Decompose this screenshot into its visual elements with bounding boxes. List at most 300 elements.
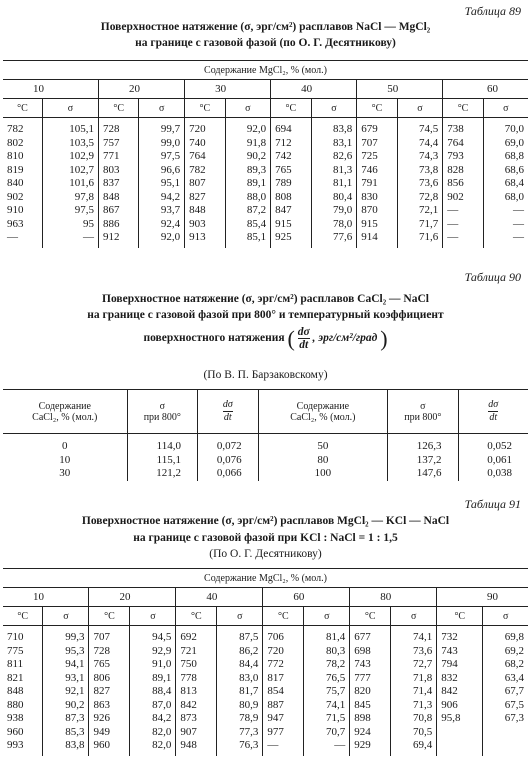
- temperature-cell: 863: [89, 699, 130, 713]
- temperature-cell: 948: [176, 739, 217, 756]
- temperature-cell: 746: [357, 164, 397, 178]
- sigma-cell: 87,3: [43, 712, 89, 726]
- table-90: [3, 389, 528, 481]
- table-row: [3, 177, 528, 191]
- sigma-cell: 90,2: [43, 699, 89, 713]
- frac-numerator: dσ: [297, 326, 310, 338]
- sigma-cell: 93,1: [43, 672, 89, 686]
- column-header-temperature: °C: [350, 607, 391, 626]
- sigma-cell: 68,2: [483, 658, 528, 672]
- temperature-cell: 778: [176, 672, 217, 686]
- column-header-temperature: °C: [89, 607, 130, 626]
- temperature-cell: [437, 726, 483, 740]
- sigma-cell: 97,5: [43, 204, 99, 218]
- sigma-cell: 103,5: [43, 137, 99, 151]
- column-header-temperature: °C: [271, 99, 311, 118]
- col-header-content: Содержание CaCl₂, % (мол.): [258, 390, 387, 434]
- sigma-cell: 80,4: [311, 191, 357, 205]
- sigma-cell: 95,3: [43, 645, 89, 659]
- col-header-sigma: σ при 800°: [388, 390, 458, 434]
- temperature-cell: 873: [176, 712, 217, 726]
- temperature-cell: 842: [176, 699, 217, 713]
- sigma-cell: 72,1: [397, 204, 443, 218]
- temperature-cell: 938: [7, 712, 24, 724]
- sigma-cell: 69,8: [483, 626, 528, 645]
- sigma-cell: 94,2: [139, 191, 185, 205]
- sigma-cell: 78,2: [304, 658, 350, 672]
- sigma-cell: 78,9: [217, 712, 263, 726]
- sigma-cell: 94,5: [130, 626, 176, 645]
- sigma-cell: 82,6: [311, 150, 357, 164]
- temperature-cell: 898: [350, 712, 391, 726]
- sigma-cell: 82,0: [130, 726, 176, 740]
- column-header-temperature: °C: [263, 607, 304, 626]
- temperature-cell: 707: [357, 137, 397, 151]
- table-row: [3, 699, 528, 713]
- sigma-cell: 72,8: [397, 191, 443, 205]
- temperature-cell: 854: [263, 685, 304, 699]
- table-row: [3, 204, 528, 218]
- group-header-cell: 40: [271, 80, 357, 99]
- dsdt-cell: 0,052: [458, 434, 528, 454]
- column-header-sigma: σ: [391, 607, 437, 626]
- sigma-cell: 74,3: [397, 150, 443, 164]
- sigma-cell: 87,0: [130, 699, 176, 713]
- temperature-cell: 963: [7, 217, 24, 230]
- table-row: [3, 726, 528, 740]
- temperature-cell: 977: [263, 726, 304, 740]
- temperature-cell: 765: [271, 164, 311, 178]
- table-91: [3, 568, 528, 756]
- temperature-cell: 806: [89, 672, 130, 686]
- group-header-cell: 60: [263, 588, 350, 607]
- temperature-cell: 845: [350, 699, 391, 713]
- table-row: [3, 626, 528, 645]
- temperature-cell: 915: [357, 218, 397, 232]
- left-paren-glyph: (: [287, 326, 295, 351]
- column-header-sigma: σ: [311, 99, 357, 118]
- sigma-cell: 81,7: [217, 685, 263, 699]
- column-header-sigma: σ: [43, 607, 89, 626]
- sigma-cell: 82,0: [130, 739, 176, 756]
- sigma-cell: 69,4: [391, 739, 437, 756]
- temperature-cell: 802: [7, 136, 24, 149]
- column-header-temperature: °C: [176, 607, 217, 626]
- col-header-sigma: σ при 800°: [127, 390, 197, 434]
- column-header-temperature: °C: [17, 610, 29, 622]
- temperature-cell: 912: [98, 231, 138, 248]
- table-91-groups-row: [3, 588, 528, 607]
- sigma-cell: 126,3: [388, 434, 458, 454]
- sigma-cell: —: [304, 739, 350, 756]
- temperature-cell: 848: [7, 685, 24, 697]
- temperature-cell: 837: [98, 177, 138, 191]
- temperature-cell: 757: [98, 137, 138, 151]
- sigma-cell: 114,0: [127, 434, 197, 454]
- group-header-cell: 20: [89, 588, 176, 607]
- column-header-sigma: σ: [225, 99, 271, 118]
- dsdt-cell: 0,072: [198, 434, 259, 454]
- temperature-cell: 947: [263, 712, 304, 726]
- column-header-temperature: °C: [98, 99, 138, 118]
- temperature-cell: 817: [263, 672, 304, 686]
- sigma-cell: 92,4: [139, 218, 185, 232]
- sigma-cell: 84,4: [217, 658, 263, 672]
- table-row: [3, 164, 528, 178]
- sigma-cell: 75,7: [304, 685, 350, 699]
- temperature-cell: 887: [263, 699, 304, 713]
- group-header-cell: 20: [98, 80, 184, 99]
- sigma-cell: 93,7: [139, 204, 185, 218]
- temperature-cell: 692: [176, 626, 217, 645]
- sigma-cell: 89,1: [225, 177, 271, 191]
- temperature-cell: 810: [7, 150, 24, 162]
- temperature-cell: 867: [98, 204, 138, 218]
- temperature-cell: 775: [7, 644, 24, 657]
- temperature-cell: 771: [98, 150, 138, 164]
- sigma-cell: 85,1: [225, 231, 271, 248]
- column-header-sigma: σ: [483, 99, 528, 118]
- temperature-cell: 764: [443, 137, 483, 151]
- sigma-cell: 73,6: [397, 177, 443, 191]
- temperature-cell: 819: [7, 163, 24, 176]
- temperature-cell: —: [7, 231, 18, 243]
- sigma-cell: 77,3: [217, 726, 263, 740]
- temperature-cell: 807: [185, 177, 225, 191]
- table-91-caption-line3: (По О. Г. Десятникову): [209, 548, 322, 560]
- group-header-cell: 60: [443, 80, 528, 99]
- table-90-caption-line2: на границе с газовой фазой при 800° и температурный коэффициент: [87, 309, 444, 321]
- table-row: [3, 434, 528, 454]
- temperature-cell: 811: [7, 658, 24, 670]
- sigma-cell: 74,1: [304, 699, 350, 713]
- right-paren-glyph: ): [380, 326, 388, 351]
- temperature-cell: 847: [271, 204, 311, 218]
- sigma-cell: 95: [43, 218, 99, 232]
- sigma-cell: 76,3: [217, 739, 263, 756]
- temperature-cell: 712: [271, 137, 311, 151]
- sigma-cell: 71,4: [391, 685, 437, 699]
- temperature-cell: 742: [271, 150, 311, 164]
- column-header-sigma: σ: [397, 99, 443, 118]
- temperature-cell: 789: [271, 177, 311, 191]
- table-89-column-header-row: [3, 99, 528, 118]
- sigma-cell: 74,5: [397, 118, 443, 137]
- temperature-cell: 902: [443, 191, 483, 205]
- sigma-cell: 83,8: [311, 118, 357, 137]
- dsdt-cell: 0,066: [198, 467, 259, 481]
- sigma-cell: 85,3: [43, 726, 89, 740]
- sigma-cell: 71,5: [304, 712, 350, 726]
- temperature-cell: 848: [98, 191, 138, 205]
- temperature-cell: 813: [176, 685, 217, 699]
- temperature-cell: 793: [443, 150, 483, 164]
- dsdt-cell: 0,038: [458, 467, 528, 481]
- sigma-cell: 79,0: [311, 204, 357, 218]
- derivative-fraction: [298, 326, 310, 351]
- temperature-cell: 782: [185, 164, 225, 178]
- sigma-cell: 137,2: [388, 454, 458, 468]
- table-91-column-header-row: [3, 607, 528, 626]
- temperature-cell: 915: [271, 218, 311, 232]
- table-91-group-header: Содержание MgCl₂, % (мол.): [204, 572, 327, 584]
- sigma-cell: 81,1: [311, 177, 357, 191]
- temperature-cell: —: [443, 204, 483, 218]
- temperature-cell: [437, 739, 483, 756]
- sigma-cell: 84,2: [130, 712, 176, 726]
- temperature-cell: 820: [350, 685, 391, 699]
- group-header-cell: 80: [350, 588, 437, 607]
- temperature-cell: 830: [357, 191, 397, 205]
- sigma-cell: 87,5: [217, 626, 263, 645]
- sigma-cell: 88,4: [130, 685, 176, 699]
- sigma-cell: 73,8: [397, 164, 443, 178]
- temperature-cell: 706: [263, 626, 304, 645]
- frac-denominator: dt: [299, 339, 309, 351]
- temperature-cell: 95,8: [437, 712, 483, 726]
- table-row: [3, 685, 528, 699]
- temperature-cell: 803: [98, 164, 138, 178]
- sigma-cell: 68,4: [483, 177, 528, 191]
- temperature-cell: 679: [357, 118, 397, 137]
- table-row: [3, 712, 528, 726]
- sigma-cell: 80,9: [217, 699, 263, 713]
- table-row: [3, 658, 528, 672]
- sigma-cell: —: [483, 204, 528, 218]
- table-row: [3, 218, 528, 232]
- temperature-cell: 732: [437, 626, 483, 645]
- temperature-cell: 926: [89, 712, 130, 726]
- temperature-cell: 960: [7, 725, 24, 738]
- sigma-cell: 70,5: [391, 726, 437, 740]
- column-header-temperature: °C: [357, 99, 397, 118]
- temperature-cell: 929: [350, 739, 391, 756]
- sigma-cell: 69,0: [483, 137, 528, 151]
- sigma-cell: 81,4: [304, 626, 350, 645]
- temperature-cell: 743: [437, 645, 483, 659]
- temperature-cell: 720: [185, 118, 225, 137]
- temperature-cell: 902: [7, 190, 24, 203]
- temperature-cell: 828: [443, 164, 483, 178]
- dsdt-cell: 0,076: [198, 454, 259, 468]
- temperature-cell: 913: [185, 231, 225, 248]
- sigma-cell: 71,7: [397, 218, 443, 232]
- sigma-cell: 68,0: [483, 191, 528, 205]
- group-header-cell: 90: [437, 588, 528, 607]
- sigma-cell: 99,3: [43, 626, 89, 645]
- sigma-cell: 92,0: [139, 231, 185, 248]
- temperature-cell: 832: [437, 672, 483, 686]
- sigma-cell: 80,3: [304, 645, 350, 659]
- group-header-cell: 50: [357, 80, 443, 99]
- sigma-cell: 71,6: [397, 231, 443, 248]
- sigma-cell: 105,1: [43, 118, 99, 137]
- table-row: [3, 672, 528, 686]
- temperature-cell: 903: [185, 218, 225, 232]
- sigma-cell: [483, 739, 528, 756]
- temperature-cell: 821: [7, 671, 24, 684]
- sigma-cell: 121,2: [127, 467, 197, 481]
- temperature-cell: 777: [350, 672, 391, 686]
- temperature-cell: —: [443, 218, 483, 232]
- sigma-cell: 83,1: [311, 137, 357, 151]
- sigma-cell: 97,8: [43, 191, 99, 205]
- column-header-sigma: σ: [304, 607, 350, 626]
- table-row: [3, 191, 528, 205]
- content-cell: 80: [258, 454, 387, 468]
- content-cell: 10: [59, 453, 71, 466]
- column-header-temperature: °C: [443, 99, 483, 118]
- column-header-sigma: σ: [217, 607, 263, 626]
- sigma-cell: 94,1: [43, 658, 89, 672]
- table-90-label: Таблица 90: [464, 270, 521, 284]
- sigma-cell: 71,3: [391, 699, 437, 713]
- column-header-temperature: °C: [437, 607, 483, 626]
- sigma-cell: 83,0: [217, 672, 263, 686]
- sigma-cell: 88,0: [225, 191, 271, 205]
- column-header-sigma: σ: [43, 99, 99, 118]
- table-89-group-header: Содержание MgCl₂, % (мол.): [204, 64, 327, 76]
- table-89-caption-line1: Поверхностное натяжение (σ, эрг/см²) расплавов NaCl — MgCl₂: [100, 21, 431, 33]
- column-header-sigma: σ: [483, 607, 528, 626]
- col-header-content: Содержание CaCl₂, % (мол.): [32, 400, 98, 423]
- sigma-cell: [483, 726, 528, 740]
- column-header-temperature: °C: [185, 99, 225, 118]
- table-row: [3, 231, 528, 248]
- table-row: [3, 118, 528, 137]
- column-header-temperature: °C: [17, 102, 28, 114]
- table-row: [3, 467, 528, 481]
- sigma-cell: 96,6: [139, 164, 185, 178]
- temperature-cell: 743: [350, 658, 391, 672]
- sigma-cell: 74,4: [397, 137, 443, 151]
- table-90-caption-line4: (По В. П. Барзаковскому): [203, 369, 328, 381]
- sigma-cell: 63,4: [483, 672, 528, 686]
- sigma-cell: 83,8: [43, 739, 89, 756]
- group-header-cell: 30: [185, 80, 271, 99]
- table-row: [3, 137, 528, 151]
- sigma-cell: 77,6: [311, 231, 357, 248]
- col-header-dsdt: $\frac{d\sigma}{dt}$: [458, 390, 528, 434]
- temperature-cell: 906: [437, 699, 483, 713]
- sigma-cell: 91,8: [225, 137, 271, 151]
- sigma-cell: 89,1: [130, 672, 176, 686]
- temperature-cell: 993: [7, 739, 24, 751]
- dsdt-cell: 0,061: [458, 454, 528, 468]
- temperature-cell: 880: [7, 698, 24, 711]
- sigma-cell: 147,6: [388, 467, 458, 481]
- sigma-cell: 74,1: [391, 626, 437, 645]
- temperature-cell: 791: [357, 177, 397, 191]
- temperature-cell: 842: [437, 685, 483, 699]
- table-row: [3, 150, 528, 164]
- temperature-cell: 707: [89, 626, 130, 645]
- sigma-cell: 102,7: [43, 164, 99, 178]
- table-90-caption-units: , эрг/см²/град: [312, 332, 378, 344]
- temperature-cell: 907: [176, 726, 217, 740]
- sigma-cell: 70,8: [391, 712, 437, 726]
- temperature-cell: 765: [89, 658, 130, 672]
- temperature-cell: 750: [176, 658, 217, 672]
- sigma-cell: 92,1: [43, 685, 89, 699]
- table-91-label: Таблица 91: [464, 497, 521, 511]
- table-89-caption-line2: на границе с газовой фазой (по О. Г. Десятникову): [135, 37, 396, 49]
- sigma-cell: 91,0: [130, 658, 176, 672]
- sigma-cell: 85,4: [225, 218, 271, 232]
- temperature-cell: —: [443, 231, 483, 248]
- col-header-dsdt: $\frac{d\sigma}{dt}$: [198, 390, 259, 434]
- sigma-cell: 89,3: [225, 164, 271, 178]
- temperature-cell: 827: [89, 685, 130, 699]
- temperature-cell: 925: [271, 231, 311, 248]
- content-cell: 30: [59, 467, 71, 479]
- temperature-cell: 677: [350, 626, 391, 645]
- temperature-cell: 924: [350, 726, 391, 740]
- sigma-cell: 67,3: [483, 712, 528, 726]
- sigma-cell: 92,9: [130, 645, 176, 659]
- temperature-cell: 694: [271, 118, 311, 137]
- sigma-cell: 86,2: [217, 645, 263, 659]
- sigma-cell: 76,5: [304, 672, 350, 686]
- sigma-cell: 71,8: [391, 672, 437, 686]
- temperature-cell: 960: [89, 739, 130, 756]
- sigma-cell: 70,0: [483, 118, 528, 137]
- content-cell: 50: [258, 434, 387, 454]
- content-cell: 100: [258, 467, 387, 481]
- group-header-cell: 10: [33, 591, 44, 603]
- temperature-cell: 728: [89, 645, 130, 659]
- sigma-cell: 69,2: [483, 645, 528, 659]
- table-90-caption-line3a: поверхностного натяжения: [143, 332, 285, 344]
- temperature-cell: 848: [185, 204, 225, 218]
- sigma-cell: 90,2: [225, 150, 271, 164]
- group-header-cell: 10: [33, 83, 44, 95]
- column-header-sigma: σ: [130, 607, 176, 626]
- table-89-label: Таблица 89: [464, 4, 521, 18]
- temperature-cell: 740: [185, 137, 225, 151]
- temperature-cell: 794: [437, 658, 483, 672]
- table-90-caption-line1: Поверхностное натяжение (σ, эрг/см²) расплавов CaCl₂ — NaCl: [102, 293, 429, 305]
- sigma-cell: 67,5: [483, 699, 528, 713]
- column-header-sigma: σ: [139, 99, 185, 118]
- table-90-caption-line3: [0, 326, 531, 366]
- sigma-cell: 99,0: [139, 137, 185, 151]
- sigma-cell: —: [483, 218, 528, 232]
- temperature-cell: 738: [443, 118, 483, 137]
- sigma-cell: 87,2: [225, 204, 271, 218]
- sigma-cell: 95,1: [139, 177, 185, 191]
- sigma-cell: —: [483, 231, 528, 248]
- sigma-cell: 101,6: [43, 177, 99, 191]
- sigma-cell: 73,6: [391, 645, 437, 659]
- sigma-cell: 81,3: [311, 164, 357, 178]
- temperature-cell: 782: [7, 123, 24, 135]
- table-row: [3, 454, 528, 468]
- temperature-cell: 827: [185, 191, 225, 205]
- table-91-caption-line1: Поверхностное натяжение (σ, эрг/см²) расплавов MgCl₂ — KCl — NaCl: [81, 515, 450, 527]
- content-cell: 0: [62, 440, 68, 452]
- sigma-cell: 78,0: [311, 218, 357, 232]
- group-header-cell: 40: [176, 588, 263, 607]
- sigma-cell: 70,7: [304, 726, 350, 740]
- temperature-cell: 886: [98, 218, 138, 232]
- temperature-cell: 698: [350, 645, 391, 659]
- temperature-cell: 914: [357, 231, 397, 248]
- temperature-cell: 870: [357, 204, 397, 218]
- temperature-cell: 856: [443, 177, 483, 191]
- table-row: [3, 739, 528, 756]
- sigma-cell: 102,9: [43, 150, 99, 164]
